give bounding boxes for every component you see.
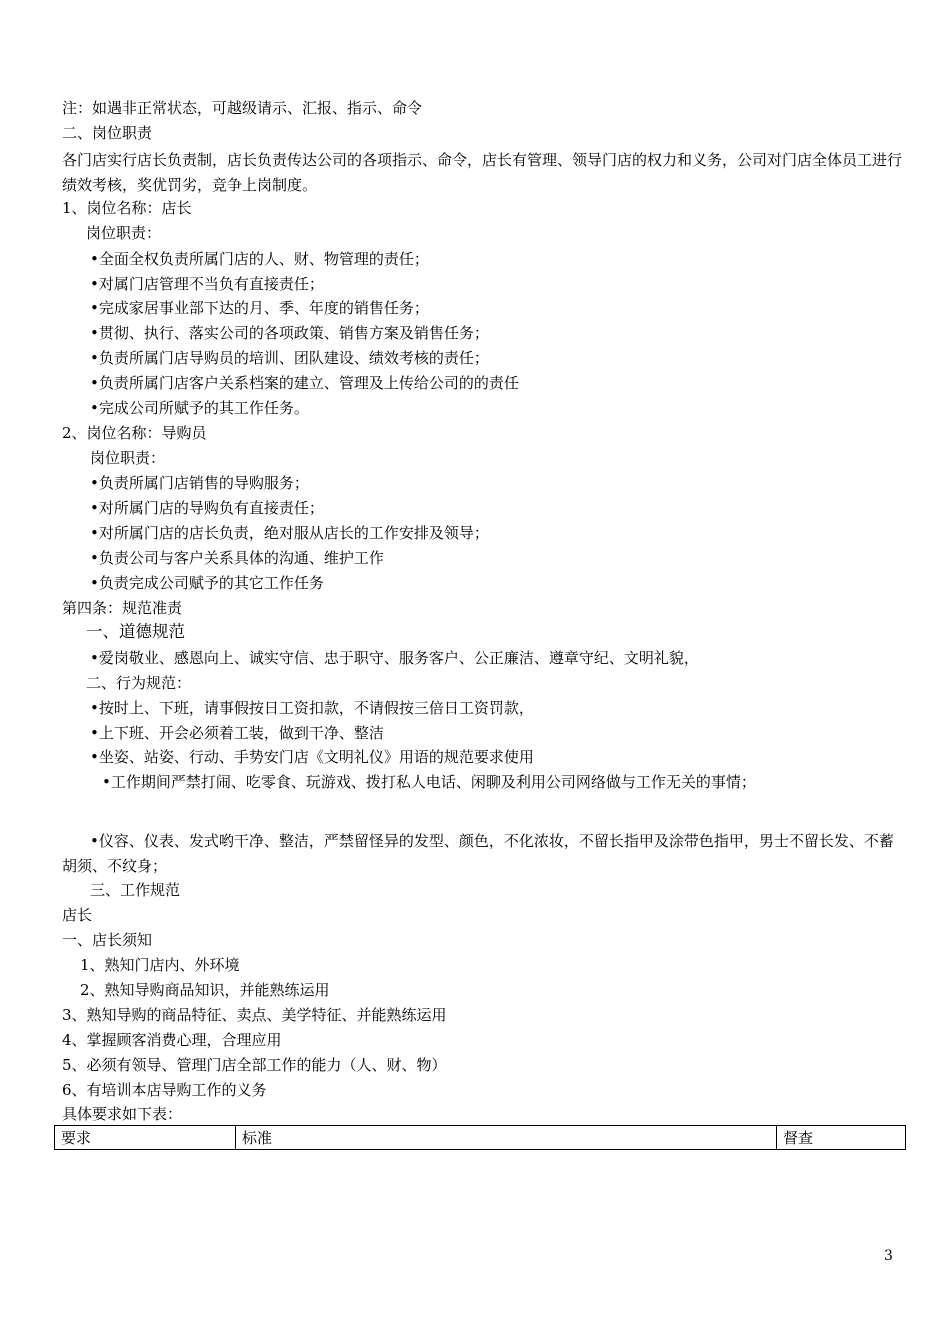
- table-header-cell: 标准: [236, 1126, 777, 1150]
- work-norms-title: 三、工作规范: [90, 881, 181, 899]
- position-2-item: •负责所属门店销售的导购服务；: [90, 474, 309, 492]
- behavior-item: •坐姿、站姿、行动、手势安门店《文明礼仪》用语的规范要求使用: [90, 748, 534, 766]
- position-2-item: •负责公司与客户关系具体的沟通、维护工作: [90, 549, 384, 567]
- must-know-item: 5、必须有领导、管理门店全部工作的能力（人、财、物）: [62, 1056, 447, 1074]
- must-know-item: 4、掌握顾客消费心理，合理应用: [62, 1031, 282, 1049]
- store-manager-heading: 店长: [62, 906, 93, 924]
- position-1-item: •贯彻、执行、落实公司的各项政策、销售方案及销售任务；: [90, 324, 489, 342]
- position-2-item: •负责完成公司赋予的其它工作任务: [90, 574, 324, 592]
- table-header-cell: 要求: [55, 1126, 236, 1150]
- position-1-item: •负责所属门店导购员的培训、团队建设、绩效考核的责任；: [90, 349, 489, 367]
- section-title-duties: 二、岗位职责: [62, 124, 153, 142]
- behavior-item: •工作期间严禁打闹、吃零食、玩游戏、拨打私人电话、闲聊及利用公司网络做与工作无关的事情；: [102, 773, 756, 791]
- manager-must-know-title: 一、店长须知: [62, 931, 153, 949]
- position-1-item: •负责所属门店客户关系档案的建立、管理及上传给公司的的责任: [90, 374, 519, 392]
- position-1-item: •全面全权负责所属门店的人、财、物管理的责任；: [90, 250, 429, 268]
- position-2-item: •对所属门店的导购负有直接责任；: [90, 499, 324, 517]
- behavior-title: 二、行为规范：: [86, 674, 192, 692]
- position-2-title: 2、岗位名称：导购员: [62, 424, 207, 442]
- ethics-title: 一、道德规范: [86, 622, 185, 641]
- requirements-table: [54, 1125, 906, 1150]
- must-know-item: 3、熟知导购的商品特征、卖点、美学特征、并能熟练运用: [62, 1006, 447, 1024]
- ethics-item: •爱岗敬业、感恩向上、诚实守信、忠于职守、服务客户、公正廉洁、遵章守纪、文明礼貌，: [90, 649, 699, 667]
- position-2-item: •对所属门店的店长负责，绝对服从店长的工作安排及领导；: [90, 524, 489, 542]
- section-intro-paragraph: 各门店实行店长负责制，店长负责传达公司的各项指示、命令，店长有管理、领导门店的权力和义务，公司对门店全体员工进行绩效考核，奖优罚劣，竞争上岗制度。: [62, 151, 903, 194]
- page-number: 3: [884, 1248, 893, 1264]
- position-1-item: •完成公司所赋予的其工作任务。: [90, 399, 309, 417]
- position-1-title: 1、岗位名称：店长: [62, 199, 192, 217]
- note-line: 注：如遇非正常状态，可越级请示、汇报、指示、命令: [62, 99, 423, 117]
- position-1-duty-label: 岗位职责：: [86, 224, 162, 242]
- must-know-item: 1、熟知门店内、外环境: [80, 956, 240, 974]
- table-header-cell: 督查: [777, 1126, 906, 1150]
- table-intro: 具体要求如下表：: [62, 1105, 183, 1123]
- behavior-item: •上下班、开会必须着工装，做到干净、整洁: [90, 724, 384, 742]
- must-know-item: 6、有培训本店导购工作的义务: [62, 1081, 267, 1099]
- position-2-duty-label: 岗位职责：: [90, 449, 166, 467]
- article-4-title: 第四条：规范准责: [62, 599, 183, 617]
- position-1-item: •对属门店管理不当负有直接责任；: [90, 275, 324, 293]
- table-header-row: [55, 1126, 906, 1150]
- position-1-item: •完成家居事业部下达的月、季、年度的销售任务；: [90, 299, 429, 317]
- behavior-item: •按时上、下班，请事假按日工资扣款，不请假按三倍日工资罚款，: [90, 699, 534, 717]
- appearance-paragraph: •仪容、仪表、发式哟干净、整洁，严禁留怪异的发型、颜色，不化浓妆，不留长指甲及涂带色指甲，男士不留长发、不蓄胡须、不纹身；: [62, 832, 894, 875]
- must-know-item: 2、熟知导购商品知识，并能熟练运用: [80, 981, 330, 999]
